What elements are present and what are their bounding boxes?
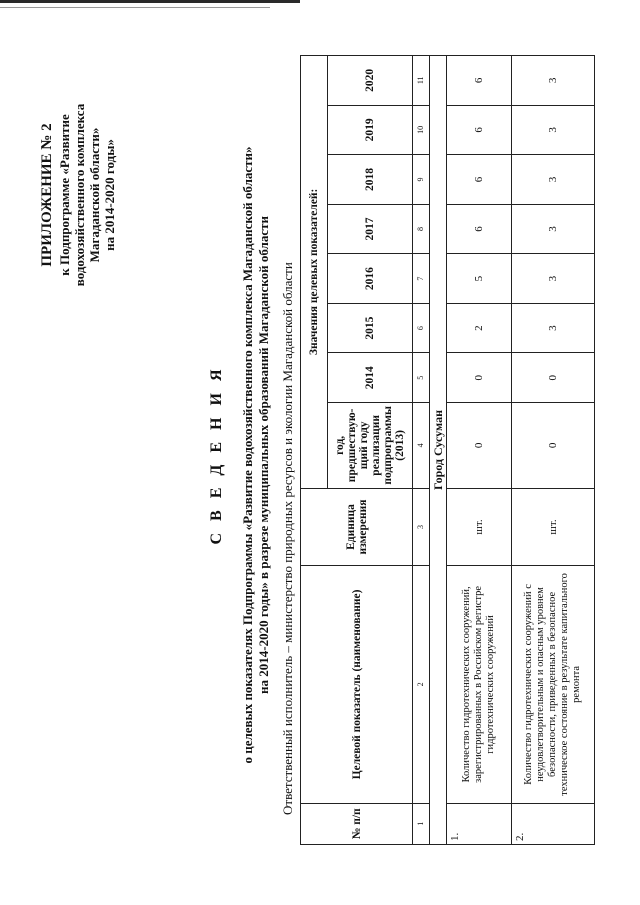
appendix-block bbox=[40, 45, 117, 345]
column-number-row bbox=[413, 56, 430, 845]
appendix-line: на 2014-2020 годы» bbox=[102, 139, 117, 251]
row-unit: шт. bbox=[447, 488, 512, 566]
row-index: 1. bbox=[447, 803, 512, 844]
document-heading bbox=[208, 65, 272, 845]
row-unit: шт. bbox=[512, 488, 595, 566]
document-subtitle-line2: на 2014-2020 годы» в разрезе муниципальных образований Магаданской области bbox=[256, 216, 271, 694]
column-number: 3 bbox=[413, 488, 430, 566]
document-title: С В Е Д Е Н И Я bbox=[208, 365, 225, 545]
header-num: № п/п bbox=[301, 803, 413, 844]
column-number: 2 bbox=[413, 566, 430, 803]
row-base-value: 0 bbox=[447, 403, 512, 489]
column-number: 8 bbox=[413, 204, 430, 254]
row-value: 3 bbox=[512, 56, 595, 106]
table-row bbox=[512, 56, 595, 845]
column-number: 6 bbox=[413, 303, 430, 353]
indicators-table bbox=[300, 55, 595, 845]
row-value: 3 bbox=[512, 204, 595, 254]
row-value: 6 bbox=[447, 56, 512, 106]
row-value: 3 bbox=[512, 155, 595, 205]
header-year: 2017 bbox=[328, 204, 413, 254]
column-number: 1 bbox=[413, 803, 430, 844]
column-number: 10 bbox=[413, 105, 430, 155]
header-values-group: Значения целевых показателей: bbox=[301, 56, 328, 489]
row-value: 2 bbox=[447, 303, 512, 353]
row-value: 0 bbox=[512, 353, 595, 403]
column-number: 9 bbox=[413, 155, 430, 205]
header-year: 2014 bbox=[328, 353, 413, 403]
appendix-line: Магаданской области» bbox=[87, 127, 102, 263]
column-number: 11 bbox=[413, 56, 430, 106]
row-value: 3 bbox=[512, 254, 595, 304]
appendix-title: ПРИЛОЖЕНИЕ № 2 bbox=[39, 123, 55, 267]
header-year: 2020 bbox=[328, 56, 413, 106]
row-value: 0 bbox=[447, 353, 512, 403]
header-indicator: Целевой показатель (наименование) bbox=[301, 566, 413, 803]
row-value: 6 bbox=[447, 155, 512, 205]
appendix-line: водохозяйственного комплекса bbox=[72, 103, 87, 287]
row-value: 6 bbox=[447, 204, 512, 254]
row-value: 6 bbox=[447, 105, 512, 155]
row-value: 5 bbox=[447, 254, 512, 304]
header-year: 2015 bbox=[328, 303, 413, 353]
header-year: 2016 bbox=[328, 254, 413, 304]
header-year: 2019 bbox=[328, 105, 413, 155]
header-unit: Единица измерения bbox=[301, 488, 413, 566]
column-number: 5 bbox=[413, 353, 430, 403]
appendix-line: к Подпрограмме «Развитие bbox=[57, 114, 72, 276]
section-title: Город Сусуман bbox=[430, 56, 447, 845]
table-row bbox=[447, 56, 512, 845]
column-number: 7 bbox=[413, 254, 430, 304]
row-value: 3 bbox=[512, 105, 595, 155]
row-indicator-name: Количество гидротехнических сооружений, зарегистрированных в Российском регистре гидротехнических сооружений bbox=[447, 566, 512, 803]
responsible-executor: Ответственный исполнитель – министерство природных ресурсов и экологии Магаданской области bbox=[280, 262, 295, 815]
row-base-value: 0 bbox=[512, 403, 595, 489]
row-indicator-name: Количество гидротехнических сооружений с неудовлетворительным и опасным уровнем безопасности, приведенных в безопасное техническое состояние в результате капитального ремонта bbox=[512, 566, 595, 803]
header-year: 2018 bbox=[328, 155, 413, 205]
column-number: 4 bbox=[413, 403, 430, 489]
row-index: 2. bbox=[512, 803, 595, 844]
document-subtitle-line1: о целевых показателях Подпрограммы «Развитие водохозяйственного комплекса Магаданской области» bbox=[240, 146, 255, 764]
header-base-year: год, предшествую-щий году реализации подпрограммы (2013) bbox=[328, 403, 413, 489]
row-value: 3 bbox=[512, 303, 595, 353]
section-row bbox=[430, 56, 447, 845]
